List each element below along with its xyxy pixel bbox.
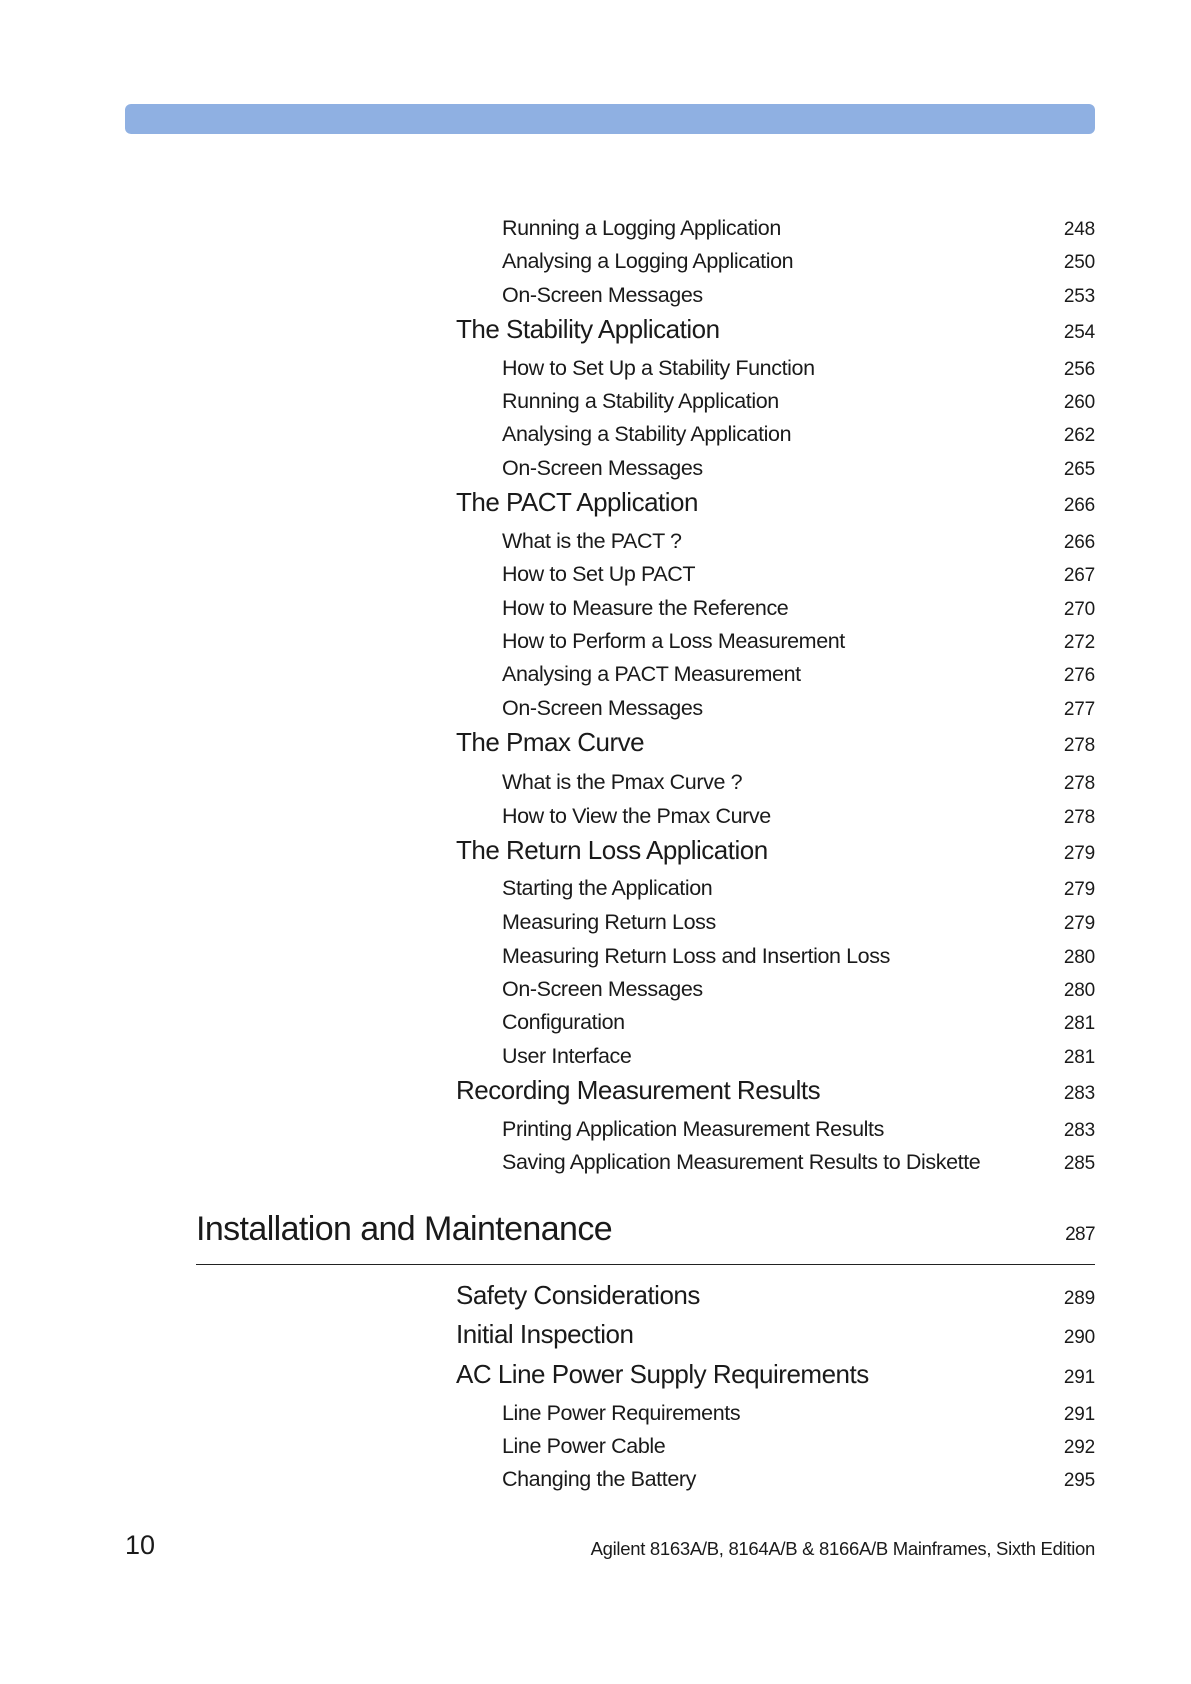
toc-entry-page: 290 <box>1063 1327 1095 1348</box>
toc-section-entry[interactable] <box>456 835 1095 866</box>
toc-entry-page: 276 <box>1063 665 1095 686</box>
toc-subsection-entry[interactable] <box>502 562 1095 587</box>
toc-entry-title: How to Set Up a Stability Function <box>502 356 815 380</box>
toc-subsection-entry[interactable] <box>502 662 1095 687</box>
toc-subsection-entry[interactable] <box>502 910 1095 935</box>
toc-entry-page: 253 <box>1063 286 1095 307</box>
toc-entry-page: 289 <box>1063 1288 1095 1309</box>
toc-entry-title: Line Power Cable <box>502 1434 666 1458</box>
toc-entry-page: 279 <box>1063 879 1095 900</box>
toc-entry-title: Initial Inspection <box>456 1319 634 1349</box>
toc-entry-title: How to Perform a Loss Measurement <box>502 629 845 653</box>
toc-entry-page: 283 <box>1063 1083 1095 1104</box>
toc-entry-title: The Pmax Curve <box>456 727 645 757</box>
toc-entry-title: The PACT Application <box>456 487 698 517</box>
toc-subsection-entry[interactable] <box>502 249 1095 274</box>
toc-entry-page: 262 <box>1063 425 1095 446</box>
header-bar <box>125 104 1095 134</box>
toc-entry-title: What is the PACT ? <box>502 529 682 553</box>
toc-entry-title: Starting the Application <box>502 876 713 900</box>
toc-entry-page: 292 <box>1063 1437 1095 1458</box>
toc-section-entry[interactable] <box>456 727 1095 758</box>
toc-entry-page: 281 <box>1063 1013 1095 1034</box>
toc-entry-page: 250 <box>1063 252 1095 273</box>
toc-entry-page: 265 <box>1063 459 1095 480</box>
toc-entry-title: How to View the Pmax Curve <box>502 804 771 828</box>
toc-section-entry[interactable] <box>456 1075 1095 1106</box>
toc-subsection-entry[interactable] <box>502 1150 1095 1175</box>
toc-subsection-entry[interactable] <box>502 1467 1095 1492</box>
toc-section-entry[interactable] <box>456 1319 1095 1350</box>
toc-entry-title: The Stability Application <box>456 314 720 344</box>
toc-entry-page: 278 <box>1063 735 1095 756</box>
page-number: 10 <box>125 1530 156 1560</box>
toc-entry-title: Changing the Battery <box>502 1467 696 1491</box>
toc-section-entry[interactable] <box>456 314 1095 345</box>
toc-entry-page: 256 <box>1063 359 1095 380</box>
toc-section-entry[interactable] <box>456 1280 1095 1311</box>
toc-entry-title: The Return Loss Application <box>456 835 768 865</box>
toc-entry-page: 280 <box>1063 947 1095 968</box>
chapter-title: Installation and Maintenance <box>196 1210 613 1248</box>
toc-entry-page: 295 <box>1063 1470 1095 1491</box>
toc-entry-title: Configuration <box>502 1010 625 1034</box>
toc-entry-title: Measuring Return Loss and Insertion Loss <box>502 944 890 968</box>
toc-subsection-entry[interactable] <box>502 804 1095 829</box>
toc-entry-title: Analysing a PACT Measurement <box>502 662 801 686</box>
toc-entry-title: How to Measure the Reference <box>502 596 789 620</box>
footer-title: Agilent 8163A/B, 8164A/B & 8166A/B Mainframes, Sixth Edition <box>590 1538 1095 1559</box>
toc-section-entry[interactable] <box>456 1359 1095 1390</box>
toc-subsection-entry[interactable] <box>502 1401 1095 1426</box>
toc-subsection-entry[interactable] <box>502 1010 1095 1035</box>
toc-subsection-entry[interactable] <box>502 356 1095 381</box>
toc-entry-page: 278 <box>1063 807 1095 828</box>
toc-entry-page: 279 <box>1063 913 1095 934</box>
toc-subsection-entry[interactable] <box>502 944 1095 969</box>
toc-subsection-entry[interactable] <box>502 629 1095 654</box>
toc-entry-page: 260 <box>1063 392 1095 413</box>
toc-entry-title: Line Power Requirements <box>502 1401 741 1425</box>
toc-entry-title: Safety Considerations <box>456 1280 700 1310</box>
toc-entry-page: 267 <box>1063 565 1095 586</box>
toc-subsection-entry[interactable] <box>502 596 1095 621</box>
chapter-heading[interactable] <box>196 1210 1095 1265</box>
toc-entry-title: What is the Pmax Curve ? <box>502 770 743 794</box>
toc-entry-title: Running a Stability Application <box>502 389 779 413</box>
toc-entry-page: 270 <box>1063 599 1095 620</box>
toc-entry-title: On-Screen Messages <box>502 977 703 1001</box>
toc-subsection-entry[interactable] <box>502 529 1095 554</box>
toc-subsection-entry[interactable] <box>502 456 1095 481</box>
toc-entry-title: Analysing a Logging Application <box>502 249 794 273</box>
toc-entry-title: On-Screen Messages <box>502 283 703 307</box>
toc-entry-page: 285 <box>1063 1153 1095 1174</box>
toc-subsection-entry[interactable] <box>502 422 1095 447</box>
chapter-page: 287 <box>1065 1224 1095 1245</box>
toc-section-entry[interactable] <box>456 487 1095 518</box>
toc-entry-title: Recording Measurement Results <box>456 1075 821 1105</box>
toc-subsection-entry[interactable] <box>502 1117 1095 1142</box>
toc-entry-page: 281 <box>1063 1047 1095 1068</box>
toc-entry-title: User Interface <box>502 1044 632 1068</box>
toc-entry-title: Saving Application Measurement Results to Diskette <box>502 1150 981 1174</box>
toc-subsection-entry[interactable] <box>502 1434 1095 1459</box>
toc-entry-title: Measuring Return Loss <box>502 910 716 934</box>
toc-entry-page: 279 <box>1063 843 1095 864</box>
toc-entry-title: Running a Logging Application <box>502 216 781 240</box>
toc-entry-title: On-Screen Messages <box>502 696 703 720</box>
toc-entry-page: 280 <box>1063 980 1095 1001</box>
toc-subsection-entry[interactable] <box>502 216 1095 241</box>
toc-subsection-entry[interactable] <box>502 876 1095 901</box>
toc-entry-page: 266 <box>1063 532 1095 553</box>
toc-subsection-entry[interactable] <box>502 389 1095 414</box>
toc-subsection-entry[interactable] <box>502 977 1095 1002</box>
toc-entry-title: AC Line Power Supply Requirements <box>456 1359 869 1389</box>
toc-entry-title: On-Screen Messages <box>502 456 703 480</box>
toc-entry-page: 254 <box>1063 322 1095 343</box>
toc-entry-page: 272 <box>1063 632 1095 653</box>
toc-entry-title: How to Set Up PACT <box>502 562 696 586</box>
toc-entry-title: Analysing a Stability Application <box>502 422 792 446</box>
toc-subsection-entry[interactable] <box>502 283 1095 308</box>
toc-subsection-entry[interactable] <box>502 696 1095 721</box>
toc-subsection-entry[interactable] <box>502 770 1095 795</box>
toc-entry-page: 266 <box>1063 495 1095 516</box>
toc-subsection-entry[interactable] <box>502 1044 1095 1069</box>
toc-entry-page: 291 <box>1063 1367 1095 1388</box>
toc-entry-page: 283 <box>1063 1120 1095 1141</box>
toc-entry-title: Printing Application Measurement Results <box>502 1117 884 1141</box>
toc-entry-page: 291 <box>1063 1404 1095 1425</box>
toc-entry-page: 277 <box>1063 699 1095 720</box>
toc-entry-page: 248 <box>1063 219 1095 240</box>
toc-entry-page: 278 <box>1063 773 1095 794</box>
